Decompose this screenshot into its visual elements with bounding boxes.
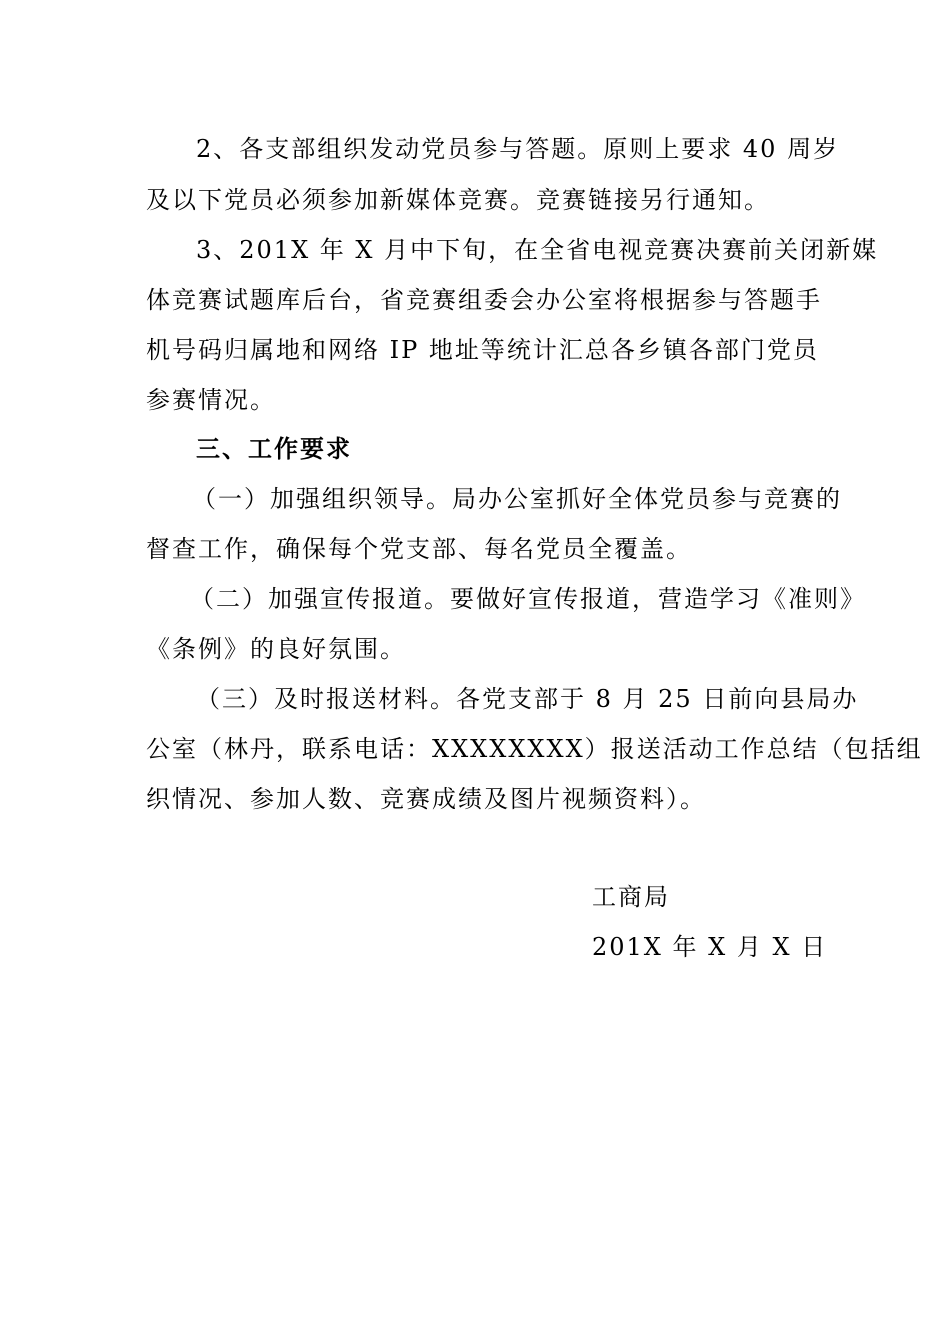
- paragraph-line: （三）及时报送材料。各党支部于 8 月 25 日前向县局办: [196, 685, 859, 713]
- paragraph-line: 及以下党员必须参加新媒体竞赛。竞赛链接另行通知。: [146, 186, 770, 214]
- section-heading-text: 三、工作要求: [196, 434, 352, 463]
- paragraph-line: （二）加强宣传报道。要做好宣传报道，营造学习《准则》: [190, 585, 866, 613]
- paragraph-line: 机号码归属地和网络 IP 地址等统计汇总各乡镇各部门党员: [146, 336, 819, 364]
- paragraph-line: 2、各支部组织发动党员参与答题。原则上要求 40 周岁: [196, 135, 840, 163]
- paragraph-line: 体竞赛试题库后台，省竞赛组委会办公室将根据参与答题手: [146, 286, 822, 314]
- paragraph-line: 督查工作，确保每个党支部、每名党员全覆盖。: [146, 535, 692, 563]
- paragraph-line: 公室（林丹，联系电话：XXXXXXXX）报送活动工作总结（包括组: [146, 735, 923, 763]
- signature-org: 工商局: [592, 883, 670, 911]
- signature-date: 201X 年 X 月 X 日: [592, 933, 828, 961]
- paragraph-line: 参赛情况。: [146, 386, 276, 414]
- paragraph-line: 织情况、参加人数、竞赛成绩及图片视频资料）。: [146, 785, 706, 813]
- paragraph-line: 3、201X 年 X 月中下旬，在全省电视竞赛决赛前关闭新媒: [196, 236, 879, 264]
- paragraph-line: 《条例》的良好氛围。: [146, 635, 406, 663]
- paragraph-line: （一）加强组织领导。局办公室抓好全体党员参与竞赛的: [192, 485, 842, 513]
